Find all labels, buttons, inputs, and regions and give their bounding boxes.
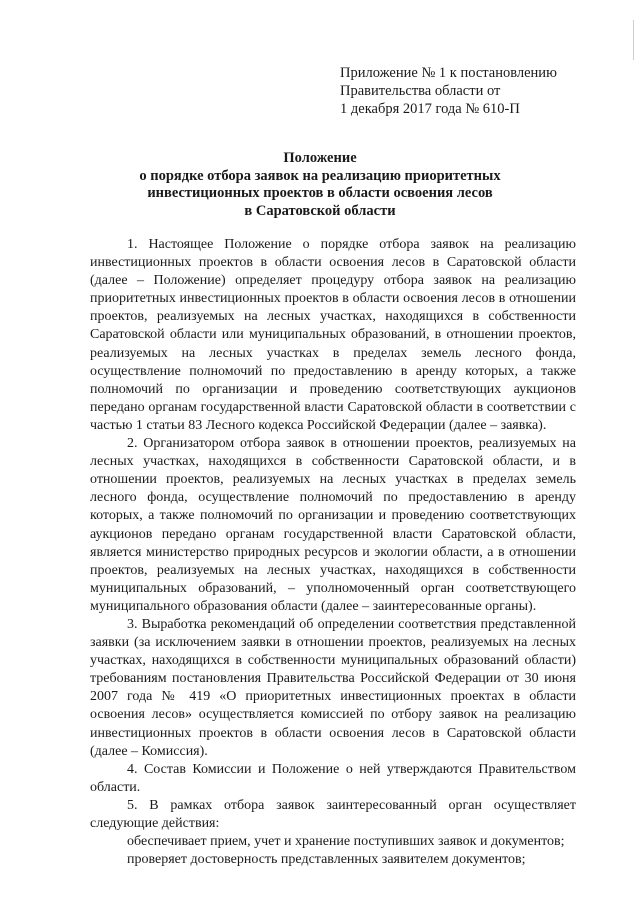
title-line: Положение <box>283 150 357 166</box>
title-line: инвестиционных проектов в области освоения лесов <box>147 185 493 201</box>
list-item: проверяет достоверность представленных заявителем документов; <box>127 852 526 868</box>
appendix-header <box>340 64 600 118</box>
appendix-line: Приложение № 1 к постановлению <box>340 65 557 81</box>
scan-edge-mark <box>633 20 634 60</box>
paragraph-5: 5. В рамках отбора заявок заинтересованный орган осуществляет следующие действия: <box>90 797 576 831</box>
title-line: о порядке отбора заявок на реализацию приоритетных <box>139 167 501 184</box>
title-line: в Саратовской области <box>244 202 396 219</box>
paragraph-4: 4. Состав Комиссии и Положение о ней утверждаются Правительством области. <box>90 761 576 795</box>
paragraph-2: 2. Организатором отбора заявок в отношении проектов, реализуемых на лесных участках, находящихся в собственности Саратовской области, и в отношении проектов, реализуемых на лесных участках в пределах земель лесного фонда, осуществление полномочий по предоставлению в аренду которых, а также полномочий по организации и проведению соответствующих аукционов передано органам государственной власти Саратовской области, является министерство природных ресурсов и экологии области, а в отношении проектов, реализуемых на лесных участках, находящихся в собственности муниципальных образований, – уполномоченный орган соответствующего муниципального образования области (далее – заинтересованные органы). <box>90 436 576 614</box>
list-item: обеспечивает прием, учет и хранение поступивших заявок и документов; <box>127 834 565 850</box>
appendix-line: Правительства области от <box>340 83 501 99</box>
document-body <box>90 236 576 869</box>
appendix-line: 1 декабря 2017 года № 610-П <box>340 101 520 117</box>
paragraph-3: 3. Выработка рекомендаций об определении соответствия представленной заявки (за исключением заявки в отношении проектов, реализуемых на лесных участках, находящихся в собственности муниципальных образований области) требованиям постановления Правительства Российской Федерации от 30 июня 2007 года № 419 «О приоритетных инвестиционных проектах в области освоения лесов» осуществляется комиссией по отбору заявок на реализацию инвестиционных проектов в области освоения лесов в Саратовской области (далее – Комиссия). <box>90 616 576 759</box>
paragraph-1: 1. Настоящее Положение о порядке отбора заявок на реализацию инвестиционных проектов в области освоения лесов в Саратовской области (далее – Положение) определяет процедуру отбора заявок на реализацию приоритетных инвестиционных проектов в области освоения лесов в отношении проектов, реализуемых на лесных участках, находящихся в собственности Саратовской области или муниципальных образований, в отношении проектов, реализуемых на лесных участках в пределах земель лесного фонда, осуществление полномочий по предоставлению в аренду которых, а также полномочий по организации и проведению соответствующих аукционов передано органам государственной власти Саратовской области в соответствии с частью 1 статьи 83 Лесного кодекса Российской Федерации (далее – заявка). <box>90 237 576 433</box>
document-title <box>96 150 544 220</box>
